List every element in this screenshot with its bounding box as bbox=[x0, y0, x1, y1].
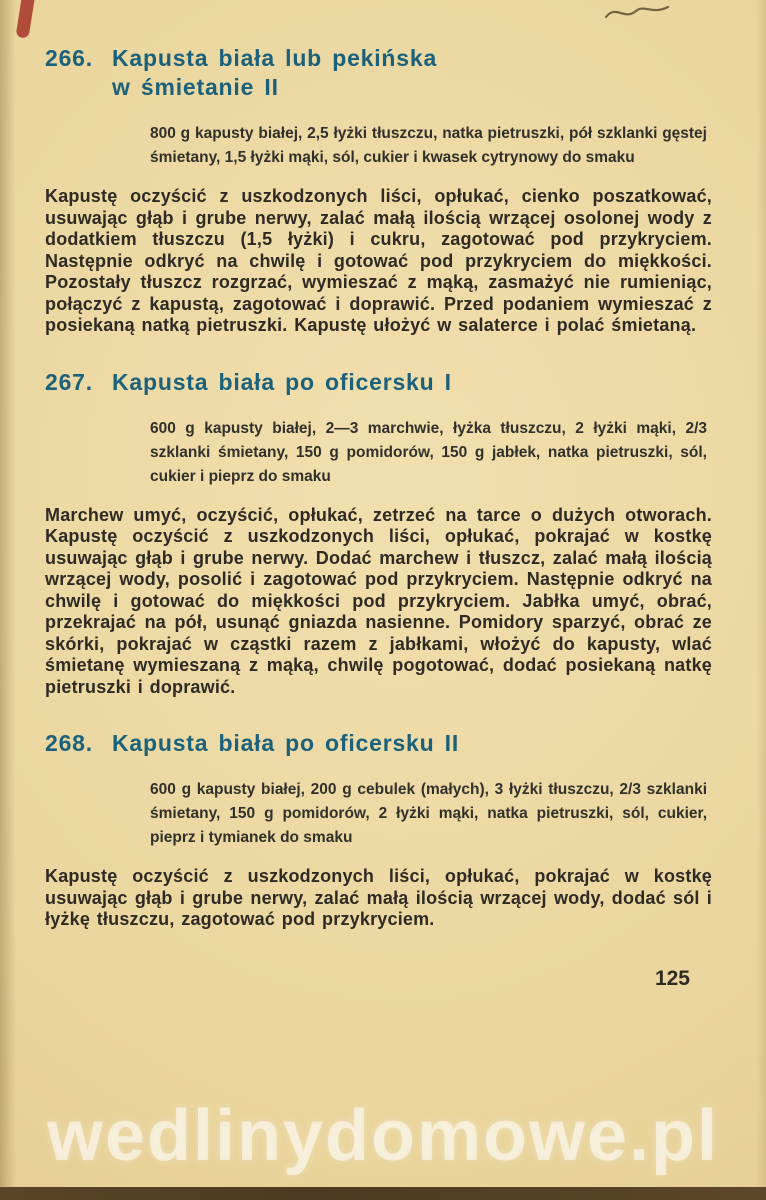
page-number: 125 bbox=[654, 966, 690, 990]
red-ink-mark bbox=[15, 0, 35, 39]
recipe-title-line2: w śmietanie II bbox=[112, 74, 279, 100]
ingredients-paragraph: 600 g kapusty białej, 200 g cebulek (małych), 3 łyżki tłuszczu, 2/3 szklanki śmietany, 150 g pomidorów, 2 łyżki mąki, natka pietruszki, sól, cukier, pieprz i tymianek do smaku bbox=[150, 781, 707, 846]
recipe-title bbox=[112, 729, 712, 758]
recipe-number: 268. bbox=[45, 730, 93, 756]
bottom-scan-bar bbox=[0, 1187, 766, 1200]
recipe-268 bbox=[45, 729, 712, 931]
page-left-edge-shadow bbox=[0, 0, 16, 1200]
page-right-edge-shadow bbox=[756, 0, 766, 1200]
ingredients-paragraph: 800 g kapusty białej, 2,5 łyżki tłuszczu, natka pietruszki, pół szklanki gęstej śmietany, 1,5 łyżki mąki, sól, cukier i kwasek cytrynowy do smaku bbox=[150, 125, 707, 166]
recipe-heading bbox=[45, 729, 712, 758]
instructions-paragraph: Kapustę oczyścić z uszkodzonych liści, opłukać, pokrajać w kostkę usuwając głąb i grube nerwy, zalać małą ilością wrzącej wody, dodać sól i łyżkę tłuszczu, zagotować pod przykryciem. bbox=[45, 866, 712, 929]
instructions-paragraph: Marchew umyć, oczyścić, opłukać, zetrzeć na tarce o dużych otworach. Kapustę oczyścić z uszkodzonych liści, opłukać, pokrajać w kostkę usuwając głąb i grube nerwy. Dodać marchew i tłuszcz, zalać małą ilością wrzącej wody, posolić i zagotować pod przykryciem. Następnie odkryć na chwilę i gotować do miękkości pod przykryciem. Jabłka umyć, obrać, przekrajać na pół, usunąć gniazda nasienne. Pomidory sparzyć, obrać ze skórki, pokrajać w cząstki razem z jabłkami, włożyć do kapusty, wlać śmietanę wymieszaną z mąką, chwilę pogotować, dodać posiekaną natkę pietruszki i doprawić. bbox=[45, 504, 712, 697]
recipe-title-line1: Kapusta biała po oficersku I bbox=[112, 368, 452, 395]
recipe-number: 267. bbox=[45, 368, 93, 395]
instructions-paragraph: Kapustę oczyścić z uszkodzonych liści, opłukać, cienko poszatkować, usuwając głąb i grube nerwy, zalać małą ilością wrzącej osolonej wody z dodatkiem tłuszczu (1,5 łyżki) i cukru, zagotować pod przykryciem. Następnie odkryć na chwilę i gotować pod przykryciem do miękkości. Pozostały tłuszcz rozgrzać, wymieszać z mąką, zasmażyć nie rumieniąc, połączyć z kapustą, zagotować i doprawić. Przed podaniem wymieszać z posiekaną natką pietruszki. Kapustę ułożyć w salaterce i polać śmietaną. bbox=[45, 186, 712, 335]
recipe-title-line1: Kapusta biała po oficersku II bbox=[112, 730, 460, 756]
recipe-title-line1: Kapusta biała lub pekińska bbox=[112, 45, 438, 71]
page-content bbox=[45, 44, 712, 991]
recipe-number: 266. bbox=[45, 45, 93, 71]
pen-squiggle-mark bbox=[602, 0, 674, 26]
watermark: wedlinydomowe.pl bbox=[46, 1096, 720, 1176]
recipe-266 bbox=[45, 44, 712, 337]
recipe-heading bbox=[45, 44, 712, 102]
recipe-title bbox=[112, 44, 712, 102]
recipe-heading bbox=[45, 368, 712, 397]
recipe-title bbox=[112, 368, 712, 397]
ingredients-paragraph: 600 g kapusty białej, 2—3 marchwie, łyżka tłuszczu, 2 łyżki mąki, 2/3 szklanki śmietany, 150 g pomidorów, 150 g jabłek, natka pietruszki, sól, cukier i pieprz do smaku bbox=[150, 419, 707, 485]
recipe-267 bbox=[45, 368, 712, 699]
